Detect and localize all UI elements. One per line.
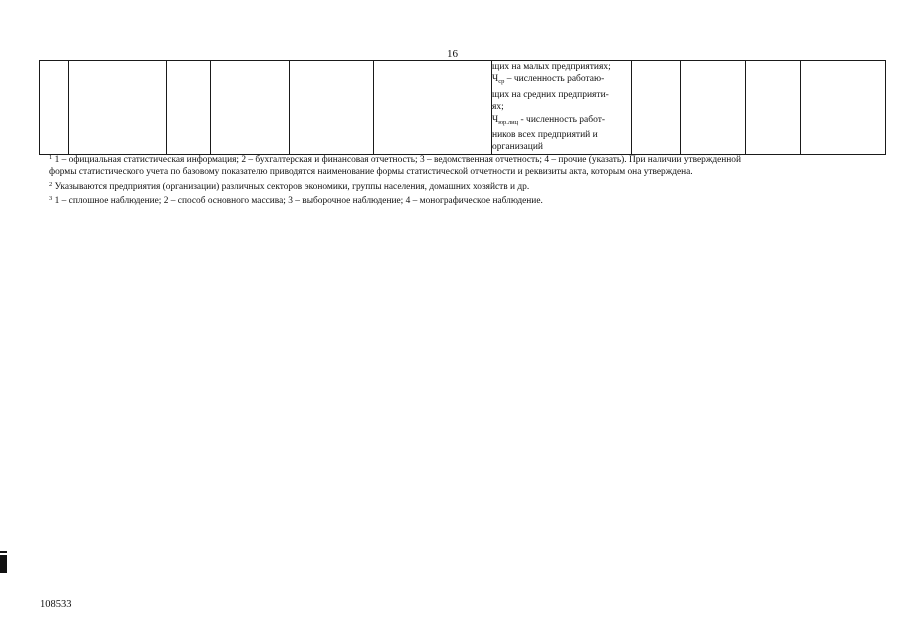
cell-text-line [492,73,631,88]
table-cell [167,61,211,155]
cell-text: – численность работаю- [504,74,605,85]
indicator-table [39,60,886,155]
table-cell [211,61,290,155]
footnote-text: Указываются предприятия (организации) различных секторов экономики, группы населения, домашних хозяйств и др. [52,181,530,192]
table-cell [801,61,886,155]
footnote-text: 1 – официальная статистическая информация; 2 – бухгалтерская и финансовая отчетность; 3 – ведомственная отчетность; 4 – прочие (указать). При наличии утвержденной [52,155,742,165]
cell-text: - численность работ- [518,114,606,125]
cell-text-line: ях; [492,102,504,113]
document-id: 108533 [40,599,72,610]
footnotes [49,152,889,208]
symbol: Ч [492,114,499,125]
table-cell [632,61,681,155]
scan-edge-mark [0,555,7,573]
footnote-1 [49,152,889,166]
page-number: 16 [447,48,458,60]
table-cell [40,61,69,155]
symbol-subscript: юр.лиц [498,118,519,126]
table-cell [290,61,374,155]
footnote-text: 1 – сплошное наблюдение; 2 – способ основного массива; 3 – выборочное наблюдение; 4 – монографическое наблюдение. [52,196,543,207]
symbol-subscript: ср [498,78,505,86]
cell-text-line: ников всех предприятий и [492,130,598,141]
table-cell [69,61,167,155]
footnote-marker: 2 [49,180,53,188]
cell-text-line: организаций [492,142,544,153]
calculation-method-cell [492,61,632,155]
table-cell [681,61,746,155]
cell-text-line: щих на средних предприяти- [492,89,609,100]
footnote-marker: 1 [49,154,53,161]
table-row [40,61,886,155]
cell-text-line [492,114,631,129]
footnote-1-continuation: формы статистического учета по базовому показателю приводятся наименование формы статистической отчетности и реквизиты акта, которым она утверждена. [49,167,693,178]
table-cell [374,61,492,155]
table-cell [746,61,801,155]
footnote-2 [49,179,889,193]
symbol: Ч [492,74,499,85]
cell-text-line: щих на малых предприятиях; [492,62,611,72]
footnote-marker: 3 [49,195,53,203]
footnote-3 [49,193,889,207]
